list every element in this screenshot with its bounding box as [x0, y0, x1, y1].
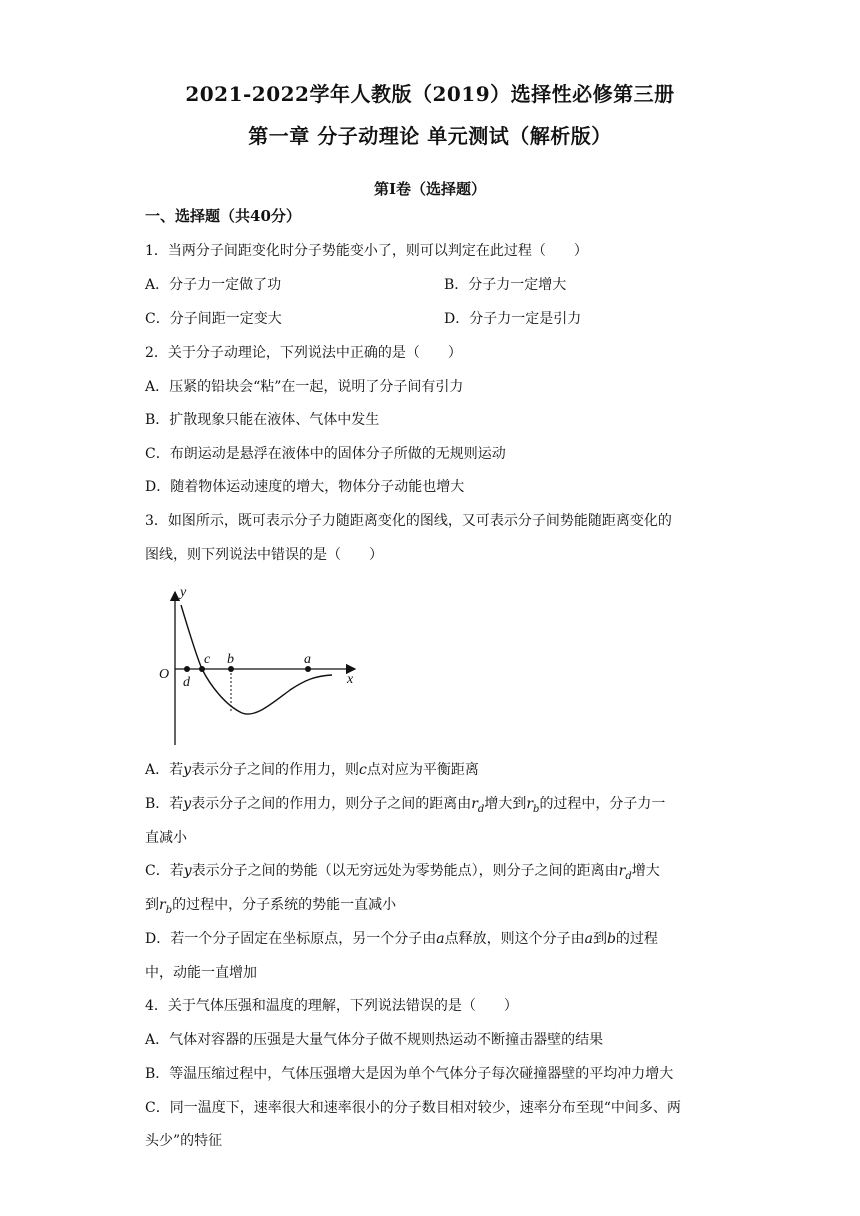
y-axis-label: y — [180, 585, 187, 600]
question-4-option-b: B．等温压缩过程中，气体压强增大是因为单个气体分子每次碰撞器壁的平均冲力增大 — [145, 1066, 674, 1082]
question-4-option-a: A．气体对容器的压强是大量气体分子做不规则热运动不断撞击器壁的结果 — [145, 1032, 604, 1048]
question-2-option-b: B．扩散现象只能在液体、气体中发生 — [145, 412, 380, 428]
label-c: c — [204, 652, 211, 667]
question-3-stem-line2: 图线，则下列说法中错误的是（ ） — [145, 547, 383, 563]
question-1-option-b: B．分子力一定增大 — [444, 277, 567, 293]
question-1-option-d: D．分子力一定是引力 — [444, 311, 582, 327]
label-d: d — [183, 675, 190, 690]
question-3-stem-line1: 3．如图所示，既可表示分子力随距离变化的图线，又可表示分子间势能随距离变化的 — [145, 513, 672, 529]
question-1-option-a: A．分子力一定做了功 — [145, 277, 282, 293]
question-3-option-d: D．若一个分子固定在坐标原点，另一个分子由a点释放，则这个分子由a到b的过程 — [145, 931, 658, 947]
question-2-option-d: D．随着物体运动速度的增大，物体分子动能也增大 — [145, 479, 465, 495]
x-axis-label: x — [347, 672, 354, 687]
question-2-option-a: A．压紧的铅块会“粘”在一起，说明了分子间有引力 — [145, 379, 464, 395]
point-d — [184, 666, 190, 672]
label-a: a — [304, 652, 311, 667]
question-3-option-b: B．若y表示分子之间的作用力，则分子之间的距离由$r_d$增大到$r_b$的过程中，分子力一 — [145, 796, 666, 815]
part-heading: 一、选择题（共40分） — [145, 207, 301, 225]
question-2-stem: 2．关于分子动理论，下列说法中正确的是（ ） — [145, 345, 462, 361]
question-3-option-b-cont: 直减小 — [145, 830, 187, 846]
question-3-option-a: A．若y表示分子之间的作用力，则c点对应为平衡距离 — [145, 762, 479, 778]
molecular-force-graph — [150, 580, 370, 750]
volume-heading: 第Ⅰ卷（选择题） — [373, 180, 487, 198]
question-3-option-d-cont: 中，动能一直增加 — [145, 965, 257, 981]
document-title-line1: 2021-2022学年人教版（2019）选择性必修第三册 — [185, 82, 675, 106]
question-1-stem: 1．当两分子间距变化时分子势能变小了，则可以判定在此过程（ ） — [145, 243, 588, 259]
origin-label: O — [159, 667, 170, 682]
question-3-option-c-cont: 到$r_b$的过程中，分子系统的势能一直减小 — [145, 897, 397, 916]
question-4-option-c-cont: 头少”的特征 — [145, 1133, 223, 1149]
question-1-option-c: C．分子间距一定变大 — [145, 311, 282, 327]
label-b: b — [227, 652, 234, 667]
question-4-stem: 4．关于气体压强和温度的理解，下列说法错误的是（ ） — [145, 998, 518, 1014]
question-3-option-c: C．若y表示分子之间的势能（以无穷远处为零势能点），则分子之间的距离由$r_d$增大 — [145, 863, 660, 882]
question-4-option-c: C．同一温度下，速率很大和速率很小的分子数目相对较少，速率分布至现“中间多、两 — [145, 1100, 681, 1116]
document-title-line2: 第一章 分子动理论 单元测试（解析版） — [248, 124, 612, 148]
question-2-option-c: C．布朗运动是悬浮在液体中的固体分子所做的无规则运动 — [145, 446, 506, 462]
